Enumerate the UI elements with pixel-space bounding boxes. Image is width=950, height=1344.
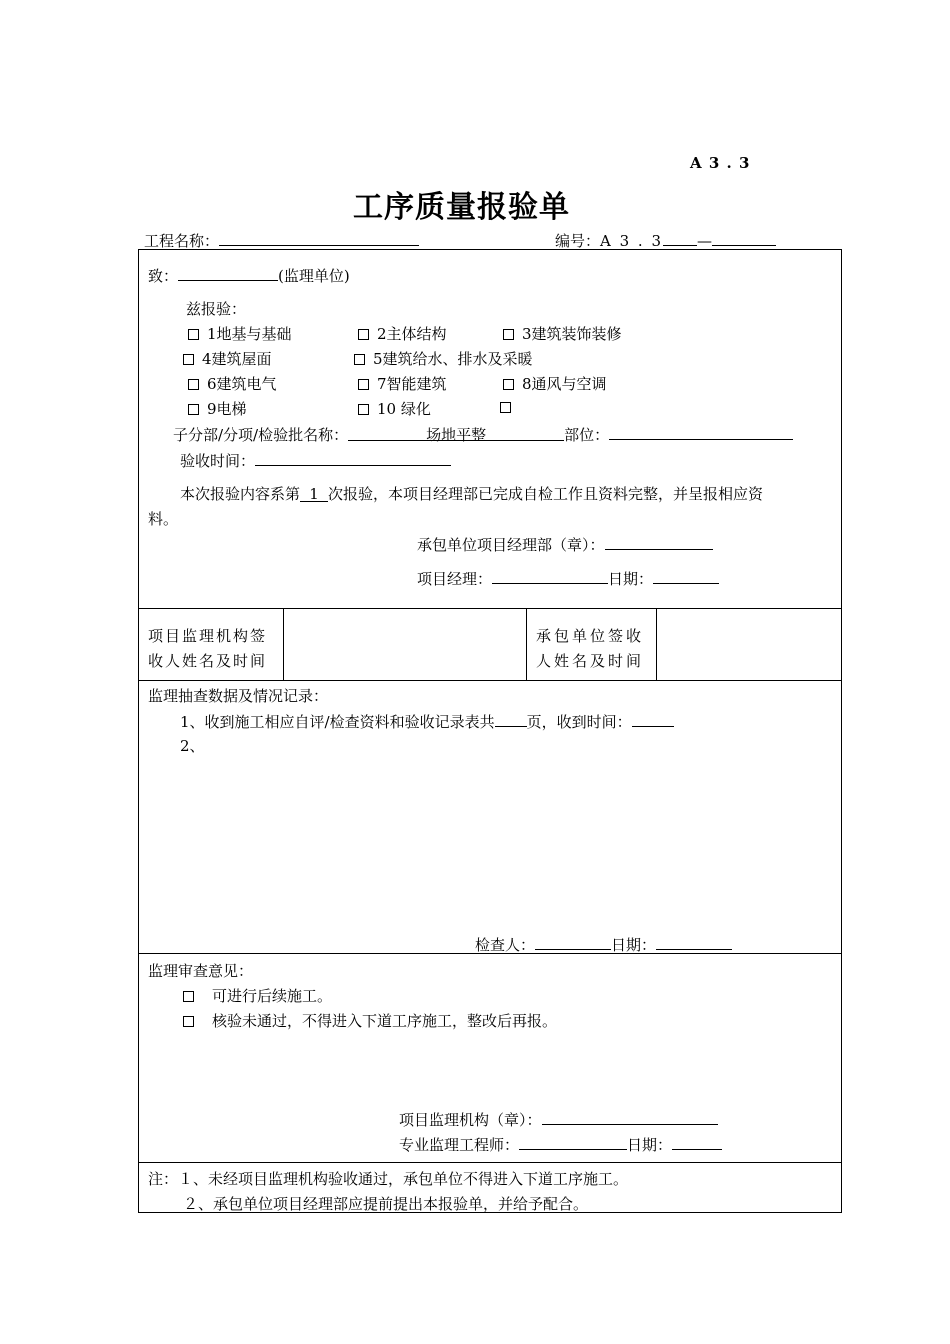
option-5[interactable]: 5建筑给水、排水及采暖 [354,348,533,369]
contractor-dept-row [417,533,713,555]
inspection-item-1: 1、收到施工相应自评/检查资料和验收记录表共 页，收到时间： [180,710,674,732]
page-title: 工序质量报验单 [353,190,570,225]
option-6[interactable]: 6建筑电气 [188,373,277,394]
inspection-item-2: 2、 [180,737,205,755]
supervision-org-field[interactable] [542,1108,718,1125]
location-label: 部位： [564,426,610,444]
sub-item-row [173,423,793,445]
project-name-field[interactable] [219,229,419,246]
pm-date-label: 日期： [608,570,654,588]
option-other[interactable] [500,398,519,416]
receive-time-field[interactable] [632,710,674,727]
inspection-heading: 监理抽查数据及情况记录： [148,687,329,705]
form-code: A 3 . 3 [690,154,751,172]
checkbox[interactable] [188,329,199,340]
checkbox[interactable] [358,404,369,415]
option-7[interactable]: 7智能建筑 [358,373,447,394]
checkbox[interactable] [183,991,194,1002]
engineer-field[interactable] [519,1133,627,1150]
engineer-label: 专业监理工程师： [399,1136,520,1154]
supervisor-sign-label: 项目监理机构签 收人姓名及时间 [148,627,268,670]
number-field-1[interactable] [663,229,697,246]
inspector-date-label: 日期： [611,936,657,954]
to-unit: (监理单位) [278,267,350,285]
review-option-2[interactable]: 核验未通过，不得进入下道工序施工，整改后再报。 [183,1010,557,1031]
to-row [148,264,350,286]
statement-line2: 料。 [148,510,179,528]
note-2: ２、承包单位项目经理部应提前提出本报验单，并给予配合。 [183,1195,589,1213]
note-1: 注：１、未经项目监理机构验收通过，承包单位不得进入下道工序施工。 [148,1170,629,1188]
number-dash: — [697,232,713,250]
sub-item-label: 子分部/分项/检验批名称： [173,426,349,444]
checkbox[interactable] [188,404,199,415]
hereby-label: 兹报验： [186,300,247,318]
checkbox[interactable] [358,329,369,340]
engineer-date-label: 日期： [627,1136,673,1154]
checkbox[interactable] [503,379,514,390]
review-option-1[interactable]: 可进行后续施工。 [183,985,332,1006]
project-name-row [144,229,419,251]
checkbox[interactable] [354,354,365,365]
sub-item-field[interactable]: 场地平整 [348,424,564,441]
pm-label: 项目经理： [417,570,493,588]
number-field-2[interactable] [712,229,776,246]
checkbox[interactable] [188,379,199,390]
report-count-field[interactable]: 1 [300,485,328,502]
location-field[interactable] [609,423,793,440]
contractor-sign-field[interactable] [656,609,841,681]
option-1[interactable]: 1地基与基础 [188,323,292,344]
supervisor-sign-field[interactable] [282,609,525,681]
contractor-dept-label: 承包单位项目经理部（章）： [417,536,605,554]
checkbox[interactable] [500,402,511,413]
supervision-unit-field[interactable] [178,264,278,281]
checkbox[interactable] [183,354,194,365]
page-count-field[interactable] [495,710,527,727]
option-8[interactable]: 8通风与空调 [503,373,607,394]
pm-date-field[interactable] [653,567,719,584]
inspector-row [475,933,732,955]
contractor-sign-label: 承包单位签收 人姓名及时间 [536,627,645,670]
option-9[interactable]: 9电梯 [188,398,247,419]
divider [526,608,527,680]
number-code: A 3 . 3 [600,232,664,250]
review-heading: 监理审查意见： [148,962,254,980]
checkbox[interactable] [503,329,514,340]
acceptance-time-field[interactable] [255,449,451,466]
option-3[interactable]: 3建筑装饰装修 [503,323,622,344]
pm-row [417,567,719,589]
inspector-label: 检查人： [475,936,536,954]
to-label: 致： [148,267,179,285]
contractor-dept-field[interactable] [605,533,713,550]
supervision-org-label: 项目监理机构（章）： [399,1111,542,1129]
pm-field[interactable] [492,567,608,584]
checkbox[interactable] [183,1016,194,1027]
engineer-row [399,1133,722,1155]
option-4[interactable]: 4建筑屋面 [183,348,272,369]
statement-line1: 本次报验内容系第 1 次报验，本项目经理部已完成自检工作且资料完整，并呈报相应资 [180,485,764,503]
inspector-field[interactable] [535,933,611,950]
supervision-org-row [399,1108,718,1130]
number-label: 编号： [555,232,601,250]
acceptance-time-label: 验收时间： [180,452,256,470]
engineer-date-field[interactable] [672,1133,722,1150]
checkbox[interactable] [358,379,369,390]
option-2[interactable]: 2主体结构 [358,323,447,344]
option-10[interactable]: 10 绿化 [358,398,431,419]
acceptance-time-row [180,449,451,471]
number-row [555,229,776,251]
divider [139,1162,841,1163]
inspector-date-field[interactable] [656,933,732,950]
project-name-label: 工程名称： [144,232,220,250]
